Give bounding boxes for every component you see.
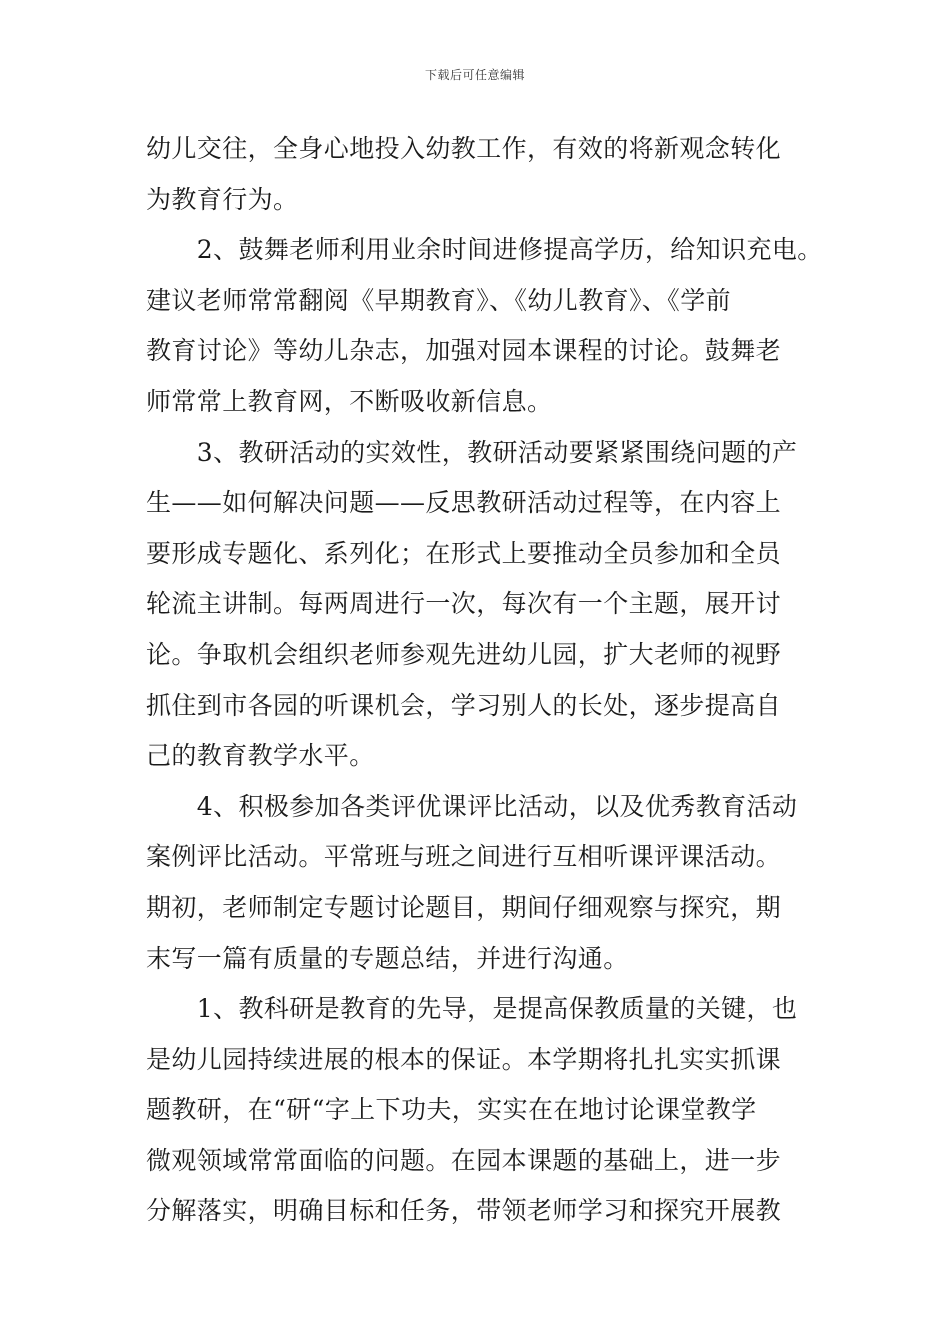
text-line: 分解落实，明确目标和任务，带领老师学习和探究开展教 [146, 1196, 782, 1226]
text-line: 3、教研活动的实效性，教研活动要紧紧围绕问题的产 [146, 437, 798, 467]
text-line: 幼儿交往，全身心地投入幼教工作，有效的将新观念转化 [146, 134, 782, 163]
text-line: 末写一篇有质量的专题总结，并进行沟通。 [146, 943, 629, 973]
text-line: 是幼儿园持续进展的根本的保证。本学期将扎扎实实抓课 [146, 1044, 782, 1074]
text-line: 微观领域常常面临的问题。在园本课题的基础上，进一步 [146, 1145, 782, 1175]
text-line: 为教育行为。 [146, 184, 299, 214]
text-line: 题教研，在“研“字上下功夫，实实在在地讨论课堂教学 [146, 1095, 757, 1125]
text-line: 生——如何解决问题——反思教研活动过程等，在内容上 [146, 488, 782, 518]
text-line: 师常常上教育网，不断吸收新信息。 [146, 386, 553, 416]
text-line: 建议老师常常翻阅《早期教育》、《幼儿教育》、《学前 [146, 285, 732, 315]
text-line: 1、教科研是教育的先导，是提高保教质量的关键，也 [146, 994, 798, 1024]
text-line: 2、鼓舞老师利用业余时间进修提高学历，给知识充电。 [146, 235, 823, 265]
text-line: 4、积极参加各类评优课评比活动，以及优秀教育活动 [146, 791, 798, 821]
text-line: 案例评比活动。平常班与班之间进行互相听课评课活动。 [146, 842, 782, 872]
text-line: 要形成专题化、系列化；在形式上要推动全员参加和全员 [146, 538, 782, 568]
text-line: 抓住到市各园的听课机会，学习别人的长处，逐步提高自 [146, 690, 782, 720]
text-line: 教育讨论》等幼儿杂志，加强对园本课程的讨论。鼓舞老 [146, 336, 782, 366]
text-line: 期初，老师制定专题讨论题目，期间仔细观察与探究，期 [146, 892, 782, 922]
page-header-note: 下载后可任意编辑 [424, 68, 525, 82]
text-line: 论。争取机会组织老师参观先进幼儿园，扩大老师的视野 [146, 639, 782, 669]
text-line: 轮流主讲制。每两周进行一次，每次有一个主题，展开讨 [146, 589, 782, 619]
text-line: 己的教育教学水平。 [146, 741, 375, 771]
document-body [146, 124, 826, 1237]
